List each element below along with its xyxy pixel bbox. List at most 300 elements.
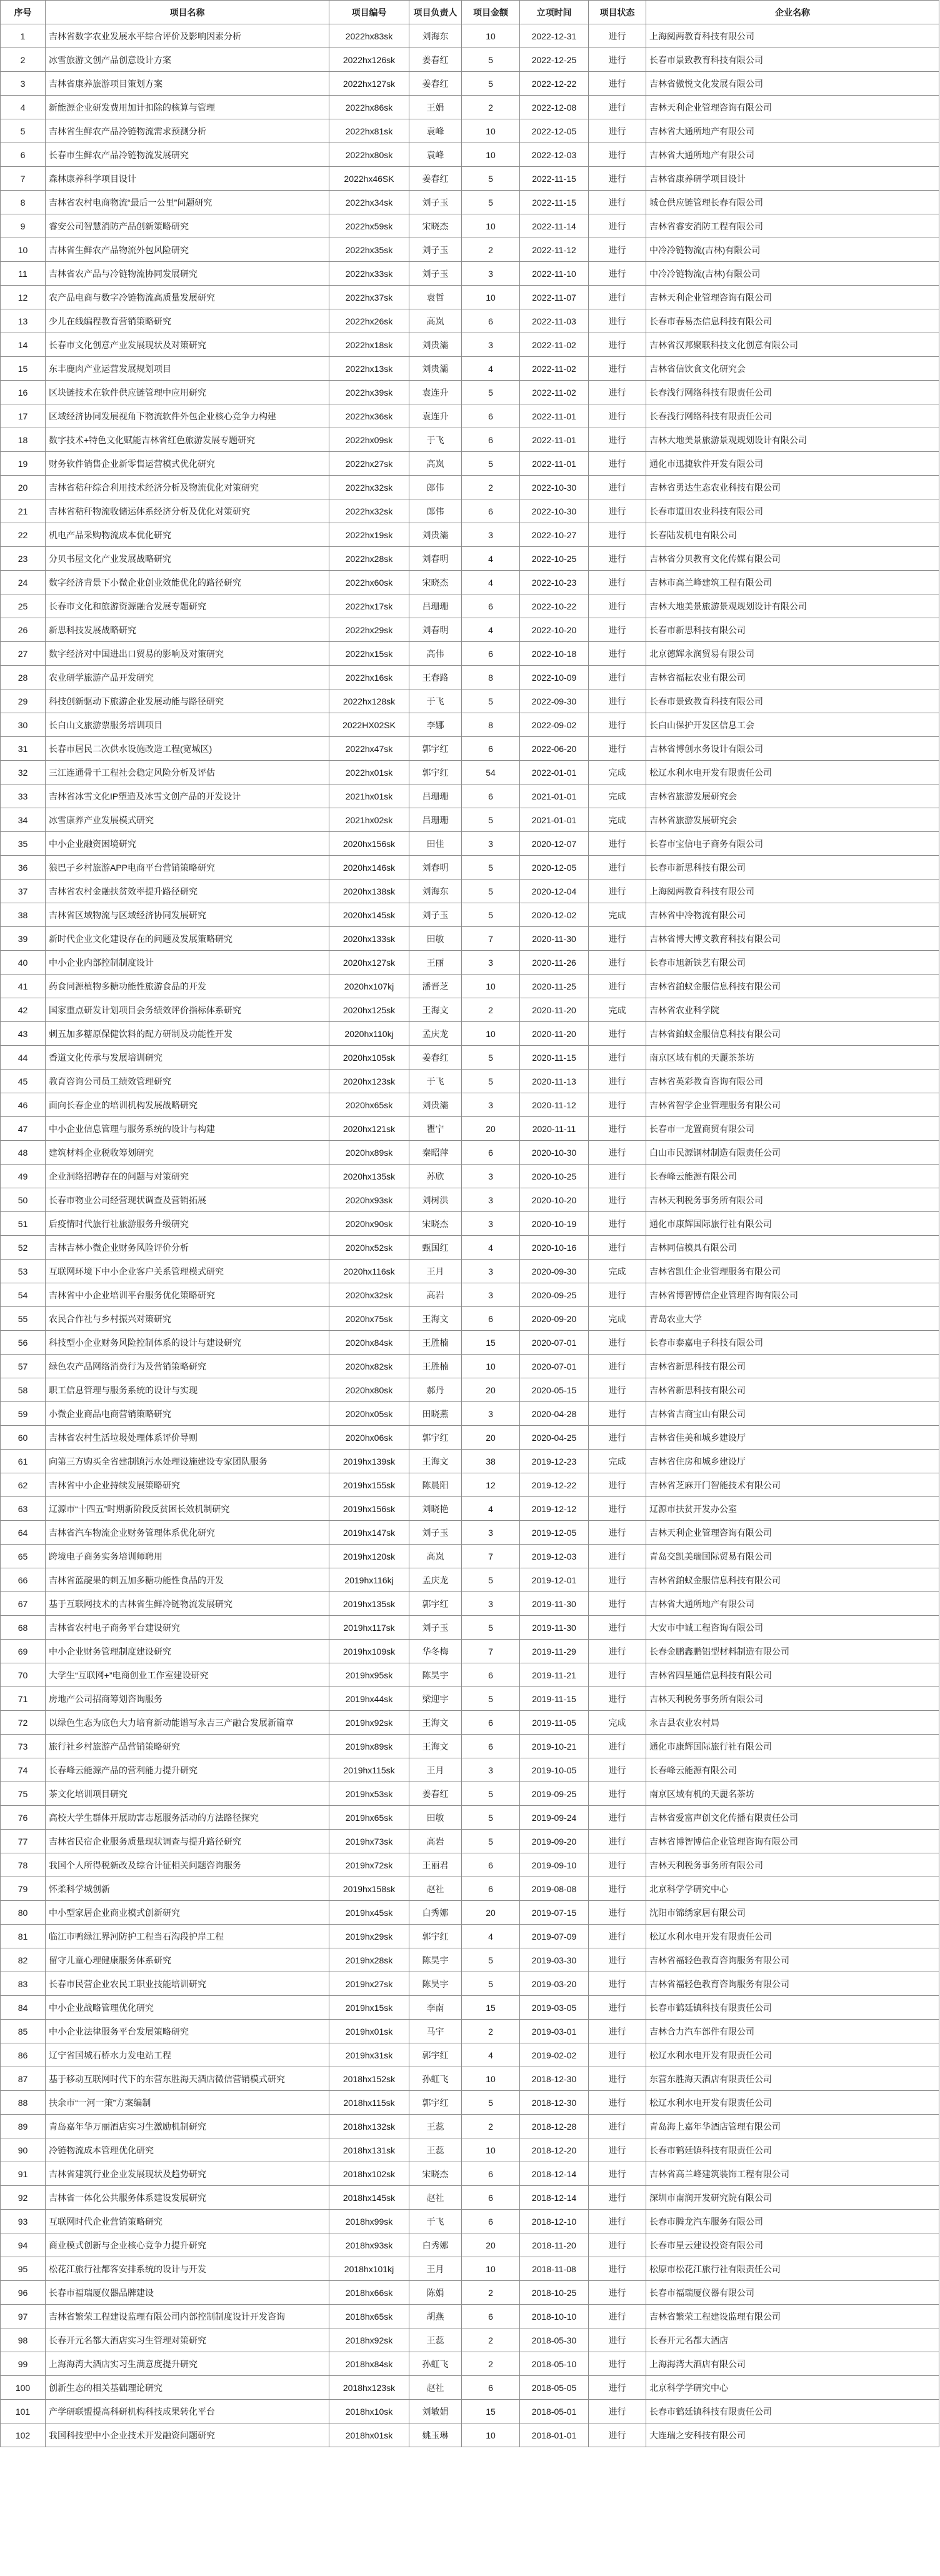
cell-project-status: 进行: [589, 238, 646, 262]
cell-project-name: 上海海湾大酒店实习生满意度提升研究: [46, 2352, 329, 2376]
cell-start-date: 2022-10-20: [520, 618, 589, 642]
cell-project-status: 进行: [589, 737, 646, 761]
cell-company-name: 吉林省旅游发展研究会: [646, 784, 939, 808]
table-row: [1, 1283, 939, 1307]
cell-project-status: 进行: [589, 1687, 646, 1711]
cell-company-name: 长春浅行网络科技有限责任公司: [646, 381, 939, 404]
cell-company-name: 城仓供应链管理长春有限公司: [646, 191, 939, 214]
cell-project-amount: 38: [462, 1450, 520, 1473]
cell-index: 28: [1, 666, 46, 689]
cell-project-name: 数字经济对中国进出口贸易的影响及对策研究: [46, 642, 329, 666]
cell-project-amount: 3: [462, 1402, 520, 1426]
cell-project-status: 进行: [589, 1141, 646, 1165]
cell-project-code: 2020hx65sk: [329, 1093, 409, 1117]
cell-project-status: 进行: [589, 48, 646, 72]
cell-start-date: 2022-12-25: [520, 48, 589, 72]
cell-project-name: 香道文化传承与发展培训研究: [46, 1046, 329, 1070]
table-row: [1, 1355, 939, 1378]
cell-project-name: 高校大学生群体开展助害志愿服务活动的方法路径探究: [46, 1806, 329, 1830]
cell-start-date: 2022-06-20: [520, 737, 589, 761]
table-row: [1, 642, 939, 666]
cell-project-code: 2020hx146sk: [329, 856, 409, 880]
cell-start-date: 2022-12-22: [520, 72, 589, 96]
table-row: [1, 1877, 939, 1901]
cell-project-name: 长春市文化创意产业发展现状及对策研究: [46, 333, 329, 357]
cell-start-date: 2022-10-25: [520, 547, 589, 571]
cell-project-status: 完成: [589, 1260, 646, 1283]
cell-company-name: 吉林省英彩教育咨询有限公司: [646, 1070, 939, 1093]
table-row: [1, 1473, 939, 1497]
cell-project-lead: 王春路: [409, 666, 462, 689]
cell-index: 64: [1, 1521, 46, 1545]
table-row: [1, 1117, 939, 1141]
table-row: [1, 689, 939, 713]
cell-project-name: 数字经济背景下小微企业创业效能优化的路径研究: [46, 571, 329, 594]
cell-project-amount: 20: [462, 1117, 520, 1141]
cell-project-status: 进行: [589, 2210, 646, 2233]
cell-project-status: 进行: [589, 1473, 646, 1497]
cell-project-status: 进行: [589, 1046, 646, 1070]
cell-project-amount: 5: [462, 381, 520, 404]
cell-index: 3: [1, 72, 46, 96]
cell-project-amount: 5: [462, 1616, 520, 1640]
cell-project-lead: 胡燕: [409, 2305, 462, 2328]
cell-start-date: 2022-11-01: [520, 428, 589, 452]
cell-project-code: 2022hx19sk: [329, 523, 409, 547]
cell-project-name: 吉林省生鲜农产品冷链物流需求预测分析: [46, 119, 329, 143]
cell-company-name: 长春市腾龙汽车服务有限公司: [646, 2210, 939, 2233]
cell-start-date: 2022-10-09: [520, 666, 589, 689]
cell-start-date: 2020-10-19: [520, 1212, 589, 1236]
cell-start-date: 2022-11-15: [520, 191, 589, 214]
cell-start-date: 2019-12-12: [520, 1497, 589, 1521]
cell-company-name: 沈阳市锦绣家居有限公司: [646, 1901, 939, 1925]
cell-project-lead: 刘春明: [409, 618, 462, 642]
table-row: [1, 1046, 939, 1070]
cell-company-name: 吉林省吉商宝山有限公司: [646, 1402, 939, 1426]
cell-project-code: 2022hx18sk: [329, 333, 409, 357]
cell-project-status: 完成: [589, 761, 646, 784]
cell-index: 10: [1, 238, 46, 262]
cell-project-amount: 4: [462, 1497, 520, 1521]
cell-project-status: 进行: [589, 1568, 646, 1592]
cell-project-code: 2020hx105sk: [329, 1046, 409, 1070]
table-row: [1, 1758, 939, 1782]
cell-project-amount: 2: [462, 2352, 520, 2376]
cell-project-amount: 3: [462, 1212, 520, 1236]
cell-start-date: 2018-12-10: [520, 2210, 589, 2233]
table-row: [1, 523, 939, 547]
cell-project-lead: 孟庆龙: [409, 1022, 462, 1046]
cell-start-date: 2019-10-21: [520, 1735, 589, 1758]
table-row: [1, 499, 939, 523]
cell-project-lead: 梁迎宇: [409, 1687, 462, 1711]
table-row: [1, 666, 939, 689]
cell-index: 57: [1, 1355, 46, 1378]
cell-project-code: 2018hx01sk: [329, 2423, 409, 2447]
table-row: [1, 713, 939, 737]
cell-project-name: 小微企业商品电商营销策略研究: [46, 1402, 329, 1426]
cell-company-name: 南京区域有机的天麗名茶坊: [646, 1782, 939, 1806]
cell-start-date: 2020-10-16: [520, 1236, 589, 1260]
cell-project-code: 2022hx13sk: [329, 357, 409, 381]
cell-project-status: 进行: [589, 143, 646, 167]
table-row: [1, 832, 939, 856]
cell-project-name: 青岛嘉年华万丽酒店实习生激励机制研究: [46, 2115, 329, 2138]
cell-project-code: 2020hx32sk: [329, 1283, 409, 1307]
cell-start-date: 2022-10-27: [520, 523, 589, 547]
table-row: [1, 2423, 939, 2447]
cell-index: 20: [1, 476, 46, 499]
cell-index: 76: [1, 1806, 46, 1830]
cell-project-amount: 10: [462, 2257, 520, 2281]
cell-project-status: 进行: [589, 286, 646, 309]
cell-project-status: 完成: [589, 1450, 646, 1473]
cell-company-name: 吉林省高兰峰建筑装饰工程有限公司: [646, 2162, 939, 2186]
cell-project-lead: 李娜: [409, 713, 462, 737]
cell-project-amount: 8: [462, 666, 520, 689]
cell-index: 23: [1, 547, 46, 571]
cell-index: 14: [1, 333, 46, 357]
cell-project-lead: 于飞: [409, 689, 462, 713]
table-row: [1, 1616, 939, 1640]
cell-project-status: 进行: [589, 2138, 646, 2162]
cell-project-amount: 7: [462, 1545, 520, 1568]
cell-project-status: 进行: [589, 2115, 646, 2138]
cell-project-lead: 郭宇红: [409, 761, 462, 784]
cell-start-date: 2022-12-03: [520, 143, 589, 167]
cell-project-amount: 3: [462, 951, 520, 975]
cell-company-name: 松原市松花江旅行社有限责任公司: [646, 2257, 939, 2281]
cell-project-code: 2019hx01sk: [329, 2020, 409, 2043]
cell-start-date: 2020-11-12: [520, 1093, 589, 1117]
cell-project-amount: 5: [462, 856, 520, 880]
cell-project-code: 2018hx123sk: [329, 2376, 409, 2400]
cell-project-name: 企业洞络招聘存在的问题与对策研究: [46, 1165, 329, 1188]
cell-project-name: 中小企业战略管理优化研究: [46, 1996, 329, 2020]
cell-index: 77: [1, 1830, 46, 1853]
cell-index: 97: [1, 2305, 46, 2328]
cell-project-lead: 王海文: [409, 1450, 462, 1473]
cell-project-status: 进行: [589, 96, 646, 119]
table-row: [1, 1402, 939, 1426]
table-row: [1, 1972, 939, 1996]
cell-project-code: 2022hx28sk: [329, 547, 409, 571]
cell-project-amount: 4: [462, 618, 520, 642]
cell-index: 101: [1, 2400, 46, 2423]
cell-start-date: 2020-09-25: [520, 1283, 589, 1307]
cell-project-lead: 潘晋芝: [409, 975, 462, 998]
cell-index: 38: [1, 903, 46, 927]
cell-project-code: 2018hx115sk: [329, 2091, 409, 2115]
cell-company-name: 长春市新思科技有限公司: [646, 618, 939, 642]
cell-project-code: 2019hx158sk: [329, 1877, 409, 1901]
cell-index: 71: [1, 1687, 46, 1711]
cell-start-date: 2019-03-01: [520, 2020, 589, 2043]
cell-project-lead: 王丽君: [409, 1853, 462, 1877]
cell-project-status: 完成: [589, 808, 646, 832]
cell-project-lead: 陈昊宇: [409, 1972, 462, 1996]
cell-project-status: 进行: [589, 1165, 646, 1188]
cell-start-date: 2022-11-01: [520, 404, 589, 428]
cell-project-status: 进行: [589, 1545, 646, 1568]
cell-company-name: 吉林天利企业管理咨询有限公司: [646, 286, 939, 309]
cell-project-amount: 12: [462, 1473, 520, 1497]
cell-project-code: 2022hx37sk: [329, 286, 409, 309]
cell-index: 51: [1, 1212, 46, 1236]
cell-start-date: 2020-11-11: [520, 1117, 589, 1141]
table-row: [1, 2233, 939, 2257]
cell-project-name: 松花江旅行社都客安排系统的设计与开发: [46, 2257, 329, 2281]
cell-company-name: 通化市康辉国际旅行社有限公司: [646, 1212, 939, 1236]
table-row: [1, 357, 939, 381]
cell-project-name: 科技创新驱动下旅游企业发展动能与路径研究: [46, 689, 329, 713]
cell-start-date: 2019-09-24: [520, 1806, 589, 1830]
cell-project-lead: 孙虹飞: [409, 2352, 462, 2376]
table-row: [1, 404, 939, 428]
cell-project-code: 2022hx34sk: [329, 191, 409, 214]
cell-company-name: 东营东胜海天酒店有限责任公司: [646, 2067, 939, 2091]
cell-start-date: 2022-12-05: [520, 119, 589, 143]
cell-index: 85: [1, 2020, 46, 2043]
cell-start-date: 2020-11-30: [520, 927, 589, 951]
cell-project-code: 2020hx135sk: [329, 1165, 409, 1188]
cell-project-lead: 田敏: [409, 927, 462, 951]
cell-company-name: 青岛农业大学: [646, 1307, 939, 1331]
cell-company-name: 长春峰云能源有限公司: [646, 1758, 939, 1782]
table-row: [1, 2138, 939, 2162]
cell-project-lead: 赵社: [409, 1877, 462, 1901]
cell-project-lead: 陈昊宇: [409, 1663, 462, 1687]
cell-project-name: 扶余市“一河一策”方案编制: [46, 2091, 329, 2115]
header-project-name: 项目名称: [46, 1, 329, 24]
cell-project-status: 进行: [589, 1521, 646, 1545]
cell-index: 41: [1, 975, 46, 998]
cell-index: 88: [1, 2091, 46, 2115]
cell-project-amount: 6: [462, 2376, 520, 2400]
cell-project-lead: 刘树洪: [409, 1188, 462, 1212]
cell-project-amount: 4: [462, 1925, 520, 1948]
cell-project-amount: 6: [462, 1663, 520, 1687]
cell-project-lead: 于飞: [409, 428, 462, 452]
cell-start-date: 2020-07-01: [520, 1331, 589, 1355]
cell-company-name: 永吉县农业农村局: [646, 1711, 939, 1735]
cell-start-date: 2020-11-13: [520, 1070, 589, 1093]
cell-project-code: 2020hx06sk: [329, 1426, 409, 1450]
cell-start-date: 2019-11-21: [520, 1663, 589, 1687]
cell-project-name: 怀柔科学城创新: [46, 1877, 329, 1901]
cell-project-name: 基于互联网技术的吉林省生鲜冷链物流发展研究: [46, 1592, 329, 1616]
cell-project-name: 吉林省农产品与冷链物流协同发展研究: [46, 262, 329, 286]
cell-project-status: 进行: [589, 1663, 646, 1687]
cell-company-name: 吉林省康养研学项目设计: [646, 167, 939, 191]
cell-project-code: 2020hx80sk: [329, 1378, 409, 1402]
cell-project-lead: 郝丹: [409, 1378, 462, 1402]
cell-project-code: 2022hx29sk: [329, 618, 409, 642]
cell-company-name: 吉林省旅游发展研究会: [646, 808, 939, 832]
cell-start-date: 2020-12-02: [520, 903, 589, 927]
cell-project-code: 2020hx93sk: [329, 1188, 409, 1212]
cell-project-name: 创新生态的相关基础理论研究: [46, 2376, 329, 2400]
cell-project-name: 三江连通骨干工程社会稳定风险分析及评估: [46, 761, 329, 784]
cell-start-date: 2022-10-30: [520, 476, 589, 499]
cell-start-date: 2018-01-01: [520, 2423, 589, 2447]
table-row: [1, 547, 939, 571]
cell-project-amount: 2: [462, 96, 520, 119]
cell-project-amount: 6: [462, 594, 520, 618]
cell-project-lead: 苏欣: [409, 1165, 462, 1188]
table-row: [1, 1663, 939, 1687]
cell-project-name: 吉林省农村电商物流“最后一公里”问题研究: [46, 191, 329, 214]
cell-start-date: 2019-07-15: [520, 1901, 589, 1925]
cell-project-lead: 郎伟: [409, 499, 462, 523]
cell-project-name: 长春市生鲜农产品冷链物流发展研究: [46, 143, 329, 167]
cell-start-date: 2018-12-30: [520, 2091, 589, 2115]
cell-project-name: 药食同源植物多糖功能性旅游食品的开发: [46, 975, 329, 998]
cell-start-date: 2018-12-28: [520, 2115, 589, 2138]
cell-project-name: 吉林省繁荣工程建设监理有限公司内部控制制度设计开发咨询: [46, 2305, 329, 2328]
cell-project-code: 2019hx45sk: [329, 1901, 409, 1925]
cell-project-name: 狼巴子乡村旅游APP电商平台营销策略研究: [46, 856, 329, 880]
table-row: [1, 1426, 939, 1450]
cell-project-code: 2022hx26sk: [329, 309, 409, 333]
cell-project-code: 2019hx95sk: [329, 1663, 409, 1687]
cell-company-name: 长春市新思科技有限公司: [646, 856, 939, 880]
cell-index: 90: [1, 2138, 46, 2162]
cell-company-name: 长春峰云能源有限公司: [646, 1165, 939, 1188]
cell-company-name: 长春金鹏鑫鹏铝型材料制造有限公司: [646, 1640, 939, 1663]
cell-project-name: 大学生“互联网+”电商创业工作室建设研究: [46, 1663, 329, 1687]
cell-project-name: 东丰鹿肉产业运营发展规划项目: [46, 357, 329, 381]
cell-project-code: 2018hx65sk: [329, 2305, 409, 2328]
cell-project-status: 进行: [589, 975, 646, 998]
cell-index: 72: [1, 1711, 46, 1735]
cell-company-name: 吉林省睿安消防工程有限公司: [646, 214, 939, 238]
cell-project-lead: 马宇: [409, 2020, 462, 2043]
cell-project-lead: 白秀娜: [409, 1901, 462, 1925]
cell-start-date: 2019-12-01: [520, 1568, 589, 1592]
table-row: [1, 1687, 939, 1711]
cell-project-name: 机电产品采购物流成本优化研究: [46, 523, 329, 547]
table-row: [1, 2186, 939, 2210]
cell-project-lead: 刘贵灞: [409, 523, 462, 547]
cell-project-amount: 2: [462, 2328, 520, 2352]
cell-project-status: 进行: [589, 2328, 646, 2352]
table-row: [1, 618, 939, 642]
cell-index: 47: [1, 1117, 46, 1141]
cell-project-status: 进行: [589, 2067, 646, 2091]
cell-project-name: 辽源市“十四五”时期新阶段反贫困长效机制研究: [46, 1497, 329, 1521]
cell-index: 69: [1, 1640, 46, 1663]
cell-project-lead: 姜春红: [409, 48, 462, 72]
cell-project-status: 进行: [589, 1853, 646, 1877]
cell-start-date: 2022-10-23: [520, 571, 589, 594]
cell-project-status: 进行: [589, 262, 646, 286]
cell-company-name: 长春市星云建设投资有限公司: [646, 2233, 939, 2257]
cell-project-status: 进行: [589, 1117, 646, 1141]
cell-project-code: 2018hx145sk: [329, 2186, 409, 2210]
cell-index: 13: [1, 309, 46, 333]
table-row: [1, 761, 939, 784]
cell-start-date: 2019-12-22: [520, 1473, 589, 1497]
cell-project-name: 跨境电子商务实务培训师聘用: [46, 1545, 329, 1568]
cell-company-name: 吉林天利企业管理咨询有限公司: [646, 1521, 939, 1545]
cell-company-name: 吉林省凯仕企业管理服务有限公司: [646, 1260, 939, 1283]
table-row: [1, 238, 939, 262]
cell-project-code: 2020hx121sk: [329, 1117, 409, 1141]
cell-project-code: 2022hx80sk: [329, 143, 409, 167]
cell-project-name: 冰雪旅游文创产品创意设计方案: [46, 48, 329, 72]
cell-index: 44: [1, 1046, 46, 1070]
cell-project-code: 2020hx145sk: [329, 903, 409, 927]
cell-project-amount: 20: [462, 2233, 520, 2257]
cell-index: 75: [1, 1782, 46, 1806]
cell-start-date: 2019-03-20: [520, 1972, 589, 1996]
cell-start-date: 2019-11-15: [520, 1687, 589, 1711]
cell-project-lead: 秦昭萍: [409, 1141, 462, 1165]
cell-start-date: 2022-12-08: [520, 96, 589, 119]
cell-project-lead: 郭宇红: [409, 1592, 462, 1616]
cell-project-status: 进行: [589, 1996, 646, 2020]
cell-project-amount: 5: [462, 1830, 520, 1853]
cell-project-status: 进行: [589, 1378, 646, 1402]
cell-index: 54: [1, 1283, 46, 1307]
cell-start-date: 2020-05-15: [520, 1378, 589, 1402]
table-row: [1, 1093, 939, 1117]
cell-project-code: 2018hx84sk: [329, 2352, 409, 2376]
cell-project-amount: 10: [462, 2067, 520, 2091]
cell-project-lead: 刘贵灞: [409, 1093, 462, 1117]
cell-project-status: 进行: [589, 333, 646, 357]
header-start-date: 立项时间: [520, 1, 589, 24]
cell-project-status: 进行: [589, 547, 646, 571]
table-row: [1, 1450, 939, 1473]
cell-company-name: 通化市迅捷软件开发有限公司: [646, 452, 939, 476]
cell-project-lead: 刘贵灞: [409, 333, 462, 357]
cell-index: 33: [1, 784, 46, 808]
cell-start-date: 2020-11-20: [520, 1022, 589, 1046]
cell-index: 89: [1, 2115, 46, 2138]
cell-project-status: 进行: [589, 832, 646, 856]
cell-project-code: 2022hx33sk: [329, 262, 409, 286]
table-row: [1, 1165, 939, 1188]
cell-index: 62: [1, 1473, 46, 1497]
cell-project-amount: 6: [462, 1141, 520, 1165]
cell-project-code: 2019hx135sk: [329, 1592, 409, 1616]
cell-project-lead: 刘敏娟: [409, 2400, 462, 2423]
cell-project-name: 中小型家居企业商业模式创新研究: [46, 1901, 329, 1925]
cell-project-code: 2021hx01sk: [329, 784, 409, 808]
cell-start-date: 2018-11-20: [520, 2233, 589, 2257]
cell-project-status: 进行: [589, 523, 646, 547]
cell-project-name: 中小企业内部控制制度设计: [46, 951, 329, 975]
cell-project-lead: 刘春明: [409, 547, 462, 571]
cell-index: 29: [1, 689, 46, 713]
cell-project-status: 进行: [589, 951, 646, 975]
cell-start-date: 2018-12-14: [520, 2186, 589, 2210]
cell-project-lead: 白秀娜: [409, 2233, 462, 2257]
cell-project-lead: 袁哲: [409, 286, 462, 309]
cell-company-name: 吉林天利税务事务所有限公司: [646, 1687, 939, 1711]
cell-project-lead: 宋晓杰: [409, 214, 462, 238]
cell-start-date: 2019-11-29: [520, 1640, 589, 1663]
cell-project-status: 进行: [589, 1212, 646, 1236]
cell-project-amount: 5: [462, 903, 520, 927]
cell-project-lead: 王胜楠: [409, 1355, 462, 1378]
cell-index: 19: [1, 452, 46, 476]
cell-project-name: 建筑材料企业税收筹划研究: [46, 1141, 329, 1165]
cell-project-name: 冷链物流成本管理优化研究: [46, 2138, 329, 2162]
